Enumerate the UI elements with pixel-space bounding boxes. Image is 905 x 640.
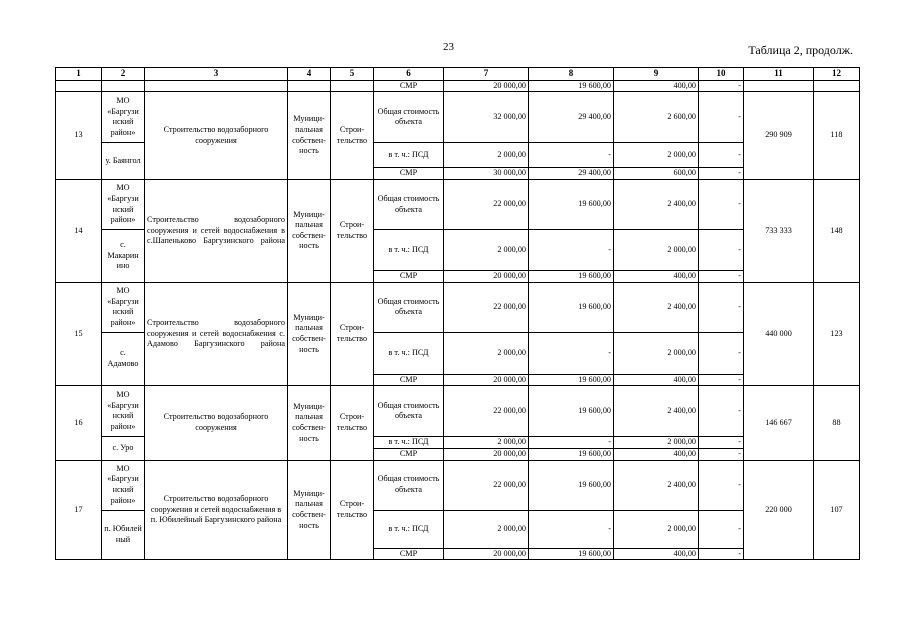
settlement-cell: п. Юбилей ный	[102, 510, 145, 560]
value-cell: 19 600,00	[529, 271, 614, 283]
value-cell: 148	[814, 180, 860, 283]
cost-type: в т. ч.: ПСД	[374, 143, 444, 168]
object-name: Строительство водозаборного сооружения и сетей водоснабжения с. Адамово Баргузинского района	[145, 282, 288, 386]
settlement-cell: у. Баянгол	[102, 143, 145, 180]
row-number: 16	[56, 386, 102, 460]
cost-type: Общая стоимость объекта	[374, 386, 444, 437]
value-cell: 2 000,00	[444, 332, 529, 374]
col-header: 7	[444, 68, 529, 81]
row-number: 13	[56, 92, 102, 180]
value-cell: 19 600,00	[529, 386, 614, 437]
value-cell: 2 000,00	[614, 510, 699, 548]
value-cell: -	[699, 271, 744, 283]
value-cell: -	[699, 80, 744, 92]
value-cell: -	[699, 168, 744, 180]
value-cell: 88	[814, 386, 860, 460]
object-name: Строительство водозаборного сооружения и сетей водоснабжения в п. Юбилейный Баргузинского района	[145, 460, 288, 560]
ownership-cell: Муници-пальная собствен-ность	[288, 180, 331, 283]
value-cell: 2 000,00	[444, 143, 529, 168]
page-number: 23	[443, 41, 454, 53]
cost-type: в т. ч.: ПСД	[374, 332, 444, 374]
header-row	[56, 68, 860, 81]
value-cell: 146 667	[744, 386, 814, 460]
table-row	[56, 80, 860, 92]
value-cell: 20 000,00	[444, 271, 529, 283]
value-cell: -	[529, 332, 614, 374]
work-type-cell: Строи-тельство	[331, 92, 374, 180]
value-cell: 2 000,00	[444, 437, 529, 449]
object-name: Строительство водозаборного сооружения	[145, 386, 288, 460]
value-cell: 32 000,00	[444, 92, 529, 143]
col-header: 12	[814, 68, 860, 81]
value-cell: 400,00	[614, 80, 699, 92]
row-number: 15	[56, 282, 102, 386]
col-header: 2	[102, 68, 145, 81]
value-cell: 400,00	[614, 548, 699, 560]
cost-type: СМР	[374, 548, 444, 560]
value-cell: -	[699, 386, 744, 437]
value-cell: -	[699, 92, 744, 143]
value-cell: 400,00	[614, 271, 699, 283]
value-cell: 19 600,00	[529, 448, 614, 460]
value-cell: 2 600,00	[614, 92, 699, 143]
cost-type: Общая стоимость объекта	[374, 180, 444, 230]
value-cell: -	[529, 230, 614, 271]
value-cell: 20 000,00	[444, 374, 529, 386]
col-header: 9	[614, 68, 699, 81]
cost-type: в т. ч.: ПСД	[374, 437, 444, 449]
table-caption: Таблица 2, продолж.	[748, 43, 853, 57]
col-header: 11	[744, 68, 814, 81]
value-cell: -	[699, 510, 744, 548]
value-cell: -	[699, 460, 744, 510]
col-header: 6	[374, 68, 444, 81]
value-cell: 19 600,00	[529, 374, 614, 386]
value-cell: 22 000,00	[444, 282, 529, 332]
col-header: 3	[145, 68, 288, 81]
value-cell: 20 000,00	[444, 548, 529, 560]
col-header: 4	[288, 68, 331, 81]
value-cell: 2 400,00	[614, 282, 699, 332]
cost-type: Общая стоимость объекта	[374, 282, 444, 332]
value-cell: -	[699, 180, 744, 230]
ownership-cell: Муници-пальная собствен-ность	[288, 92, 331, 180]
col-header: 8	[529, 68, 614, 81]
value-cell: 2 000,00	[444, 230, 529, 271]
cost-type: СМР	[374, 80, 444, 92]
value-cell: 2 400,00	[614, 180, 699, 230]
settlement-cell: с. Уро	[102, 437, 145, 460]
settlement-cell: с. Макарин ино	[102, 230, 145, 283]
value-cell: 2 000,00	[614, 332, 699, 374]
cost-type: в т. ч.: ПСД	[374, 510, 444, 548]
value-cell: 22 000,00	[444, 180, 529, 230]
table-row	[56, 180, 860, 230]
value-cell: 19 600,00	[529, 180, 614, 230]
col-header: 1	[56, 68, 102, 81]
value-cell: -	[699, 143, 744, 168]
value-cell: 22 000,00	[444, 460, 529, 510]
object-name: Строительство водозаборного сооружения	[145, 92, 288, 180]
value-cell: 2 000,00	[614, 230, 699, 271]
value-cell: 290 909	[744, 92, 814, 180]
cost-type: Общая стоимость объекта	[374, 92, 444, 143]
table-row	[56, 92, 860, 143]
value-cell: -	[699, 374, 744, 386]
value-cell: 30 000,00	[444, 168, 529, 180]
value-cell: 107	[814, 460, 860, 560]
value-cell: 29 400,00	[529, 92, 614, 143]
table-row	[56, 460, 860, 510]
municipality-cell: МО «Баргузи нский район»	[102, 460, 145, 510]
work-type-cell: Строи-тельство	[331, 460, 374, 560]
value-cell: 733 333	[744, 180, 814, 283]
municipality-cell: МО «Баргузи нский район»	[102, 92, 145, 143]
value-cell: 123	[814, 282, 860, 386]
value-cell: 440 000	[744, 282, 814, 386]
ownership-cell: Муници-пальная собствен-ность	[288, 282, 331, 386]
ownership-cell: Муници-пальная собствен-ность	[288, 460, 331, 560]
value-cell: 20 000,00	[444, 448, 529, 460]
value-cell: -	[529, 437, 614, 449]
value-cell: 2 400,00	[614, 386, 699, 437]
value-cell: -	[699, 282, 744, 332]
value-cell: -	[529, 143, 614, 168]
value-cell: 400,00	[614, 448, 699, 460]
row-number: 17	[56, 460, 102, 560]
object-name: Строительство водозаборного сооружения и сетей водоснабжения в с.Шапеньково Баргузинского района	[145, 180, 288, 283]
value-cell: 2 000,00	[614, 143, 699, 168]
col-header: 5	[331, 68, 374, 81]
row-number: 14	[56, 180, 102, 283]
value-cell: 19 600,00	[529, 80, 614, 92]
value-cell: -	[529, 510, 614, 548]
value-cell: 2 000,00	[444, 510, 529, 548]
value-cell: -	[699, 230, 744, 271]
value-cell: -	[699, 437, 744, 449]
value-cell: -	[699, 548, 744, 560]
cost-type: СМР	[374, 271, 444, 283]
value-cell: 19 600,00	[529, 460, 614, 510]
value-cell: -	[699, 448, 744, 460]
value-cell: 600,00	[614, 168, 699, 180]
value-cell: 22 000,00	[444, 386, 529, 437]
cost-type: СМР	[374, 168, 444, 180]
municipality-cell: МО «Баргузи нский район»	[102, 386, 145, 437]
cost-type: в т. ч.: ПСД	[374, 230, 444, 271]
value-cell: 19 600,00	[529, 282, 614, 332]
value-cell: 400,00	[614, 374, 699, 386]
cost-type: СМР	[374, 374, 444, 386]
municipality-cell: МО «Баргузи нский район»	[102, 282, 145, 332]
value-cell: 20 000,00	[444, 80, 529, 92]
work-type-cell: Строи-тельство	[331, 386, 374, 460]
value-cell: -	[699, 332, 744, 374]
investment-table	[55, 67, 860, 560]
value-cell: 29 400,00	[529, 168, 614, 180]
table-row	[56, 386, 860, 437]
table-row	[56, 282, 860, 332]
cost-type: Общая стоимость объекта	[374, 460, 444, 510]
value-cell: 2 000,00	[614, 437, 699, 449]
col-header: 10	[699, 68, 744, 81]
settlement-cell: с. Адамово	[102, 332, 145, 386]
work-type-cell: Строи-тельство	[331, 180, 374, 283]
work-type-cell: Строи-тельство	[331, 282, 374, 386]
cost-type: СМР	[374, 448, 444, 460]
municipality-cell: МО «Баргузи нский район»	[102, 180, 145, 230]
value-cell: 19 600,00	[529, 548, 614, 560]
value-cell: 118	[814, 92, 860, 180]
value-cell: 220 000	[744, 460, 814, 560]
value-cell: 2 400,00	[614, 460, 699, 510]
ownership-cell: Муници-пальная собствен-ность	[288, 386, 331, 460]
